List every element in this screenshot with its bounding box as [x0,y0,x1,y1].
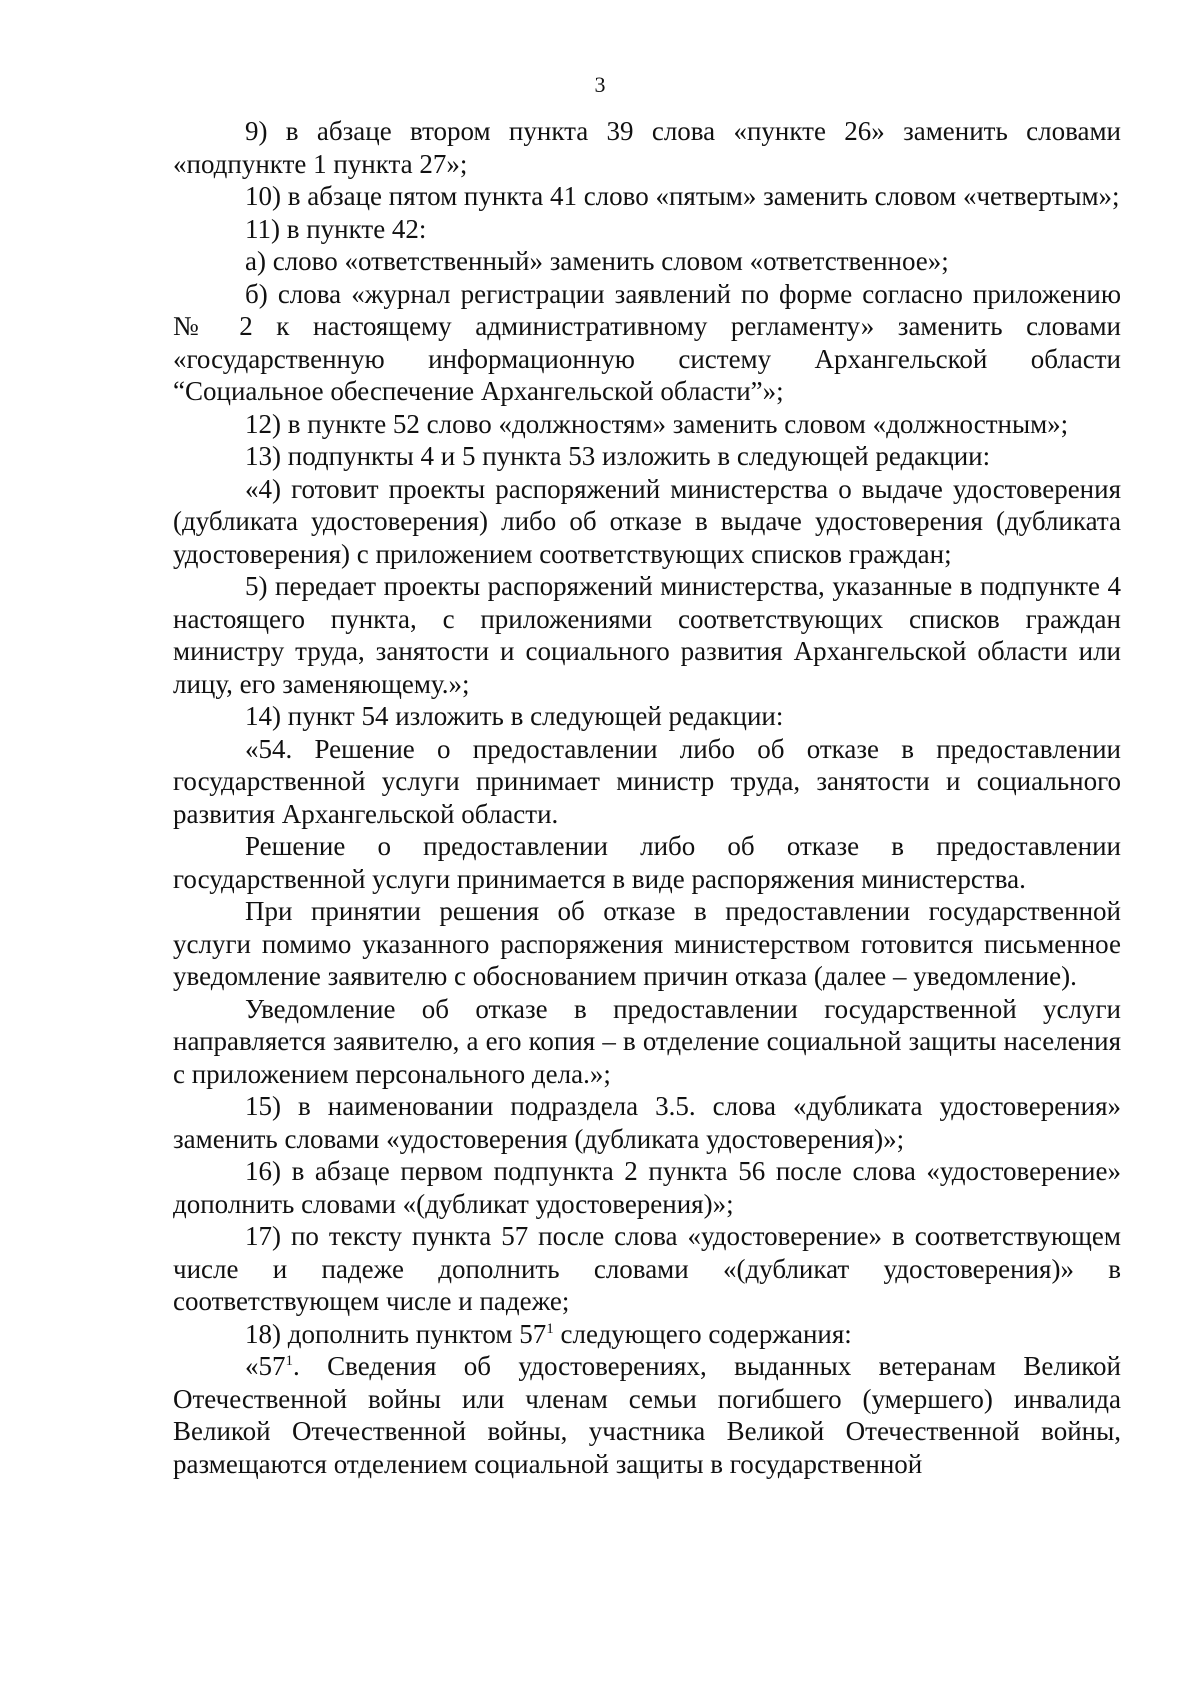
page-number: 3 [594,72,606,97]
paragraph-item-10: 10) в абзаце пятом пункта 41 слово «пятым» заменить словом «четвертым»; [245,181,1120,211]
paragraph-item-15: 15) в наименовании подраздела 3.5. слова «дубликата удостоверения» заменить словами «удостоверения (дубликата удостоверения)»; [173,1091,1121,1154]
paragraph-point-54-notification: Уведомление об отказе в предоставлении государственной услуги направляется заявителю, а его копия – в отделение социальной защиты населения с приложением персонального дела.»; [173,993,1121,1089]
superscript: 1 [285,1353,293,1369]
paragraph-item-12: 12) в пункте 52 слово «должностям» заменить словом «должностным»; [245,408,1069,439]
paragraph-item-13: 13) подпункты 4 и 5 пункта 53 изложить в следующей редакции: [245,441,991,471]
paragraph-subitem-5: 5) передает проекты распоряжений министерства, указанные в подпункте 4 настоящего пункта, с приложениями соответствующих списков граждан министру труда, занятости и социального развития Архангельской области или лицу, его заменяющему.»; [173,571,1121,699]
paragraph-item-17: 17) по тексту пункта 57 после слова «удостоверение» в соответствующем числе и падеже дополнить словами «(дубликат удостоверения)» в соответствующем числе и падеже; [173,1221,1121,1316]
paragraph-item-11a: а) слово «ответственный» заменить словом «ответственное»; [245,246,949,276]
paragraph-point-57-1-text: . Сведения об удостоверениях, выданных ветеранам Великой Отечественной войны или членам семьи погибшего (умершего) инвалида Великой Отечественной войны, участника Великой Отечественной войны, размещаются отделением социальной защиты в государственной [173,1351,1121,1479]
paragraph-point-54: «54. Решение о предоставлении либо об отказе в предоставлении государственной услуги принимает министр труда, занятости и социального развития Архангельской области. [173,733,1121,829]
paragraph-point-54-decision-form: Решение о предоставлении либо об отказе в предоставлении государственной услуги принимается в виде распоряжения министерства. [173,831,1121,894]
paragraph-point-57-1-start: «57 [245,1351,286,1381]
paragraph-item-9: 9) в абзаце втором пункта 39 слова «пункте 26» заменить словами «подпункте 1 пункта 27»; [173,116,1121,179]
paragraph-point-57-1 [173,1350,1121,1480]
paragraph-item-18-text-end: следующего содержания: [553,1318,852,1349]
paragraph-item-18-text: 18) дополнить пунктом 57 [245,1318,547,1349]
paragraph-item-11b: б) слова «журнал регистрации заявлений по форме согласно приложению № 2 к настоящему административному регламенту» заменить словами «государственную информационную систему Архангельской области “Социальное обеспечение Архангельской области”»; [173,278,1121,406]
paragraph-item-18 [173,1318,1121,1351]
paragraph-item-14: 14) пункт 54 изложить в следующей редакции: [245,701,784,731]
paragraph-subitem-4: «4) готовит проекты распоряжений министерства о выдаче удостоверения (дубликата удостоверения) либо об отказе в выдаче удостоверения (дубликата удостоверения) с приложением соответствующих списков граждан; [173,473,1121,569]
paragraph-item-16: 16) в абзаце первом подпункта 2 пункта 56 после слова «удостоверение» дополнить словами «(дубликат удостоверения)»; [173,1156,1121,1219]
superscript: 1 [546,1320,554,1337]
paragraph-item-11: 11) в пункте 42: [245,213,427,244]
document-body [173,115,1121,1480]
paragraph-point-54-refusal: При принятии решения об отказе в предоставлении государственной услуги помимо указанного распоряжения министерством готовится письменное уведомление заявителю с обоснованием причин отказа (далее – уведомление). [173,896,1121,991]
